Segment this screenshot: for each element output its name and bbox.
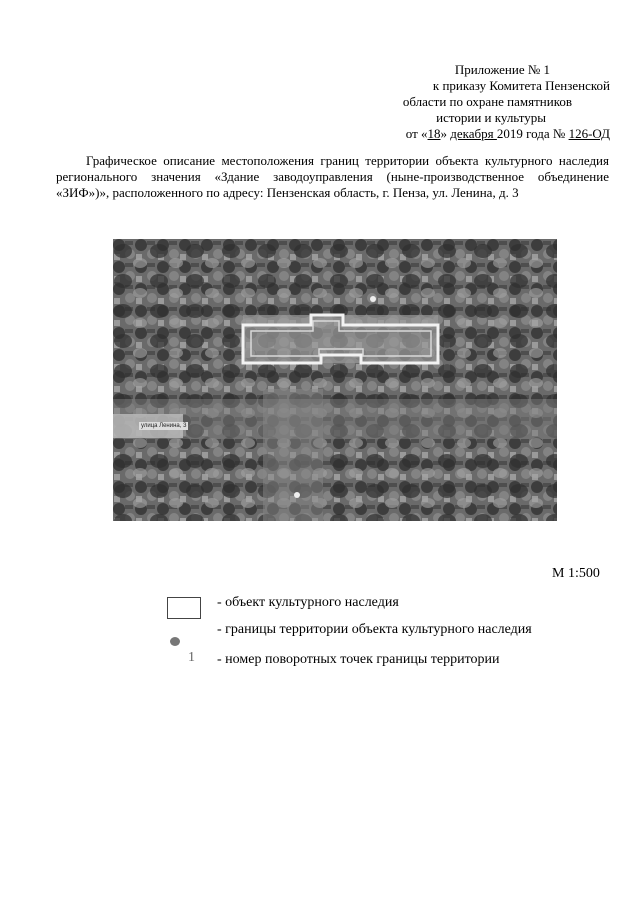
appendix-committee-line: области по охране памятников <box>402 94 572 109</box>
legend-item-boundaries: - границы территории объекта культурного наследия <box>217 622 532 637</box>
appendix-date-line <box>300 126 610 142</box>
rectangle-icon <box>167 597 201 619</box>
date-day: 18 <box>427 126 441 141</box>
date-prefix: от « <box>405 126 428 141</box>
street-label: улица Ленина, 3 <box>141 423 187 429</box>
order-number: 126-ОД <box>568 126 610 141</box>
legend-item-points: - номер поворотных точек границы территории <box>217 652 500 667</box>
date-month: декабря <box>450 126 497 141</box>
number-icon: 1 <box>188 650 195 665</box>
satellite-map <box>113 239 557 521</box>
legend-item-object: - объект культурного наследия <box>217 595 399 610</box>
appendix-header <box>300 62 610 142</box>
map-image <box>113 239 557 521</box>
dot-icon <box>170 637 180 646</box>
date-mid: » <box>440 126 451 141</box>
appendix-history-line: истории и культуры <box>436 110 546 125</box>
date-year: 2019 года № <box>496 126 569 141</box>
appendix-order-line: к приказу Комитета Пензенской <box>432 78 610 93</box>
appendix-title: Приложение № 1 <box>454 62 550 77</box>
description-paragraph: Графическое описание местоположения границ территории объекта культурного наследия регионального значения «Здание заводоуправления (ныне-производственное объединение «ЗИФ»)», расположенного по адресу: Пензенская область, г. Пенза, ул. Ленина, д. 3 <box>56 153 609 200</box>
map-scale: М 1:500 <box>552 566 600 581</box>
